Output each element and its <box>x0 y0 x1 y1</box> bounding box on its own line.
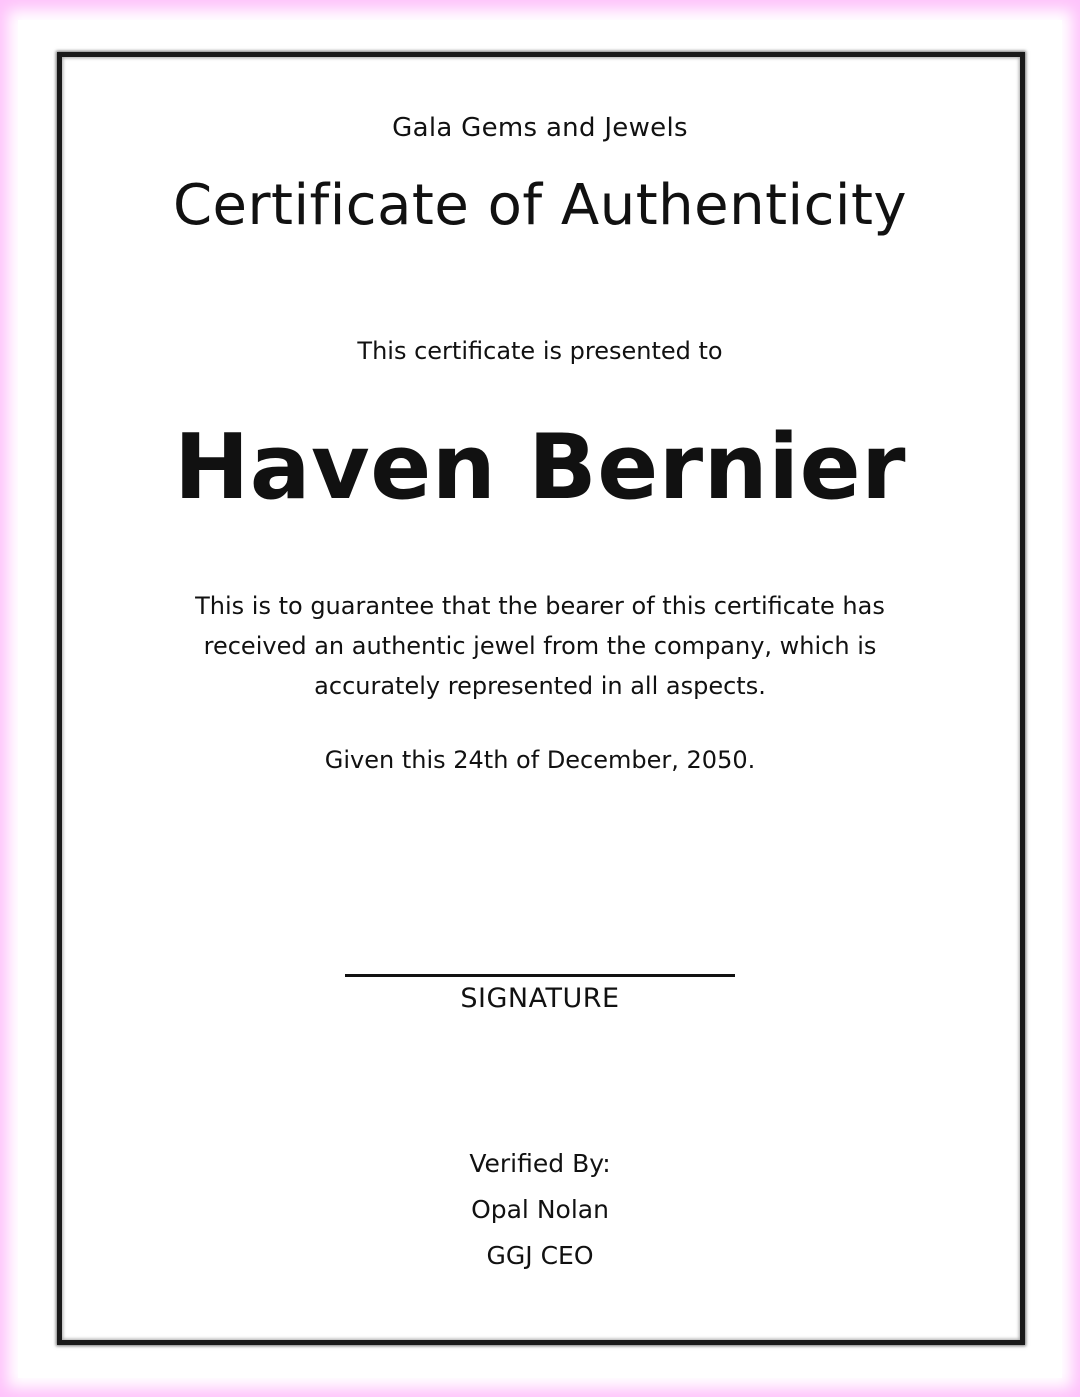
verifier-title: GGJ CEO <box>486 1241 594 1270</box>
presented-to-label: This certificate is presented to <box>357 337 723 365</box>
guarantee-line-1: This is to guarantee that the bearer of this certificate has <box>195 592 885 620</box>
company-name: Gala Gems and Jewels <box>392 113 688 143</box>
issue-date: Given this 24th of December, 2050. <box>324 746 756 774</box>
signature-line <box>345 974 735 977</box>
guarantee-line-2: received an authentic jewel from the company, which is <box>203 632 877 660</box>
guarantee-line-3: accurately represented in all aspects. <box>314 672 766 700</box>
certificate-title: Certificate of Authenticity <box>172 173 908 238</box>
recipient-name: Haven Bernier <box>173 415 907 520</box>
guarantee-paragraph <box>62 586 1018 706</box>
verifier-name: Opal Nolan <box>471 1195 609 1224</box>
signature-label: SIGNATURE <box>460 983 620 1014</box>
verified-by-label: Verified By: <box>469 1149 611 1178</box>
